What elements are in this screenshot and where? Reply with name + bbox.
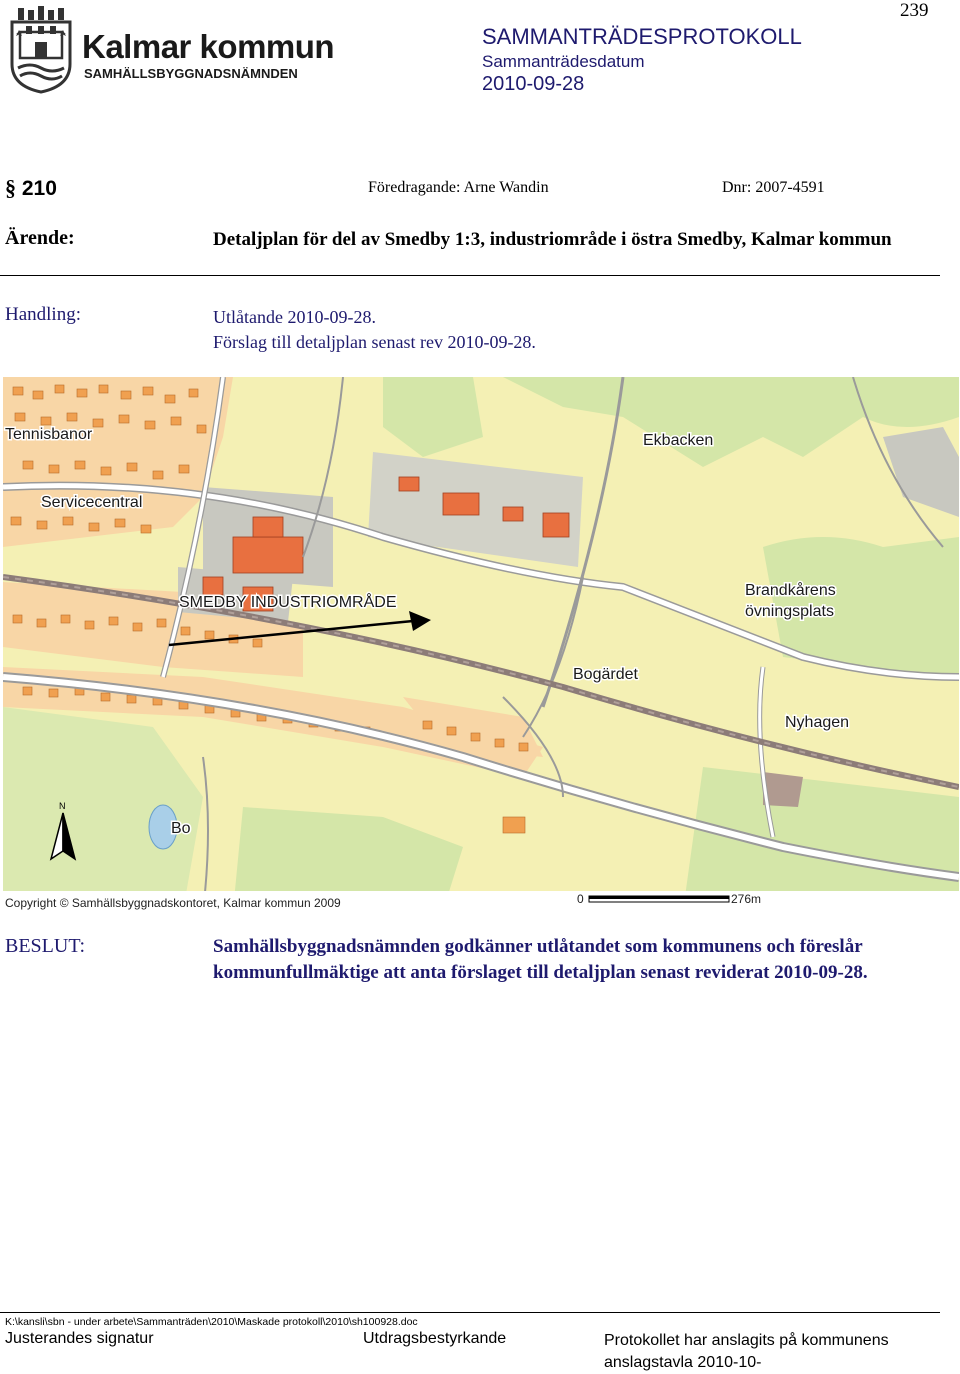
file-path: K:\kansli\sbn - under arbete\Sammanträden\2010\Maskade protokoll\2010\sh100928.doc xyxy=(5,1316,418,1328)
scale-start: 0 xyxy=(577,892,584,906)
map-label-servicecentral: Servicecentral xyxy=(41,494,143,511)
section-heading xyxy=(5,175,57,201)
signature-label: Justerandes signatur xyxy=(5,1330,154,1347)
map-label-ovningsplats: övningsplats xyxy=(745,603,834,620)
map-background xyxy=(3,377,959,911)
section-symbol: § xyxy=(5,175,16,200)
map-label-brandkarens: Brandkårens xyxy=(745,582,836,599)
handling-line: Utlåtande 2010-09-28. xyxy=(213,307,376,327)
section-number: 210 xyxy=(21,177,57,200)
handling-documents xyxy=(213,305,536,355)
meeting-date-label: Sammanträdesdatum xyxy=(482,52,645,71)
area-map xyxy=(3,377,959,911)
document-type: SAMMANTRÄDESPROTOKOLL xyxy=(482,24,802,49)
posted-line: Protokollet har anslagits på kommunens xyxy=(604,1332,889,1349)
presenter: Föredragande: Arne Wandin xyxy=(368,179,549,196)
divider xyxy=(0,275,940,276)
map-copyright: Copyright © Samhällsbyggnadskontoret, Kalmar kommun 2009 xyxy=(5,896,341,910)
map-label-tennisbanor: Tennisbanor xyxy=(5,426,93,443)
map-footer xyxy=(3,891,959,911)
map-label-industriomrade: SMEDBY INDUSTRIOMRÅDE xyxy=(179,594,397,611)
page-number: 239 xyxy=(900,0,929,21)
handling-label: Handling: xyxy=(5,304,81,325)
map-label-ekbacken: Ekbacken xyxy=(643,432,714,449)
arende-title: Detaljplan för del av Smedby 1:3, industriområde i östra Smedby, Kalmar kommun xyxy=(213,229,892,250)
posted-notice xyxy=(604,1330,889,1374)
posted-line: anslagstavla 2010-10- xyxy=(604,1354,762,1371)
meeting-date-value: 2010-09-28 xyxy=(482,73,585,95)
footer-divider xyxy=(0,1312,940,1313)
kalmar-coat-of-arms-logo xyxy=(8,6,74,94)
organization-department: SAMHÄLLSBYGGNADSNÄMNDEN xyxy=(84,66,298,81)
arende-label: Ärende: xyxy=(5,227,75,249)
north-label: N xyxy=(59,801,66,811)
map-label-bogardet: Bogärdet xyxy=(573,666,638,683)
scale-end: 276m xyxy=(731,892,762,906)
map-label-bo: Bo xyxy=(171,820,191,837)
beslut-label: BESLUT: xyxy=(5,935,86,957)
diary-number: Dnr: 2007-4591 xyxy=(722,179,825,196)
beslut-text: Samhällsbyggnadsnämnden godkänner utlåtandet som kommunens och föreslår kommunfullmäktige att anta förslaget till detaljplan senast reviderat 2010-09-28. xyxy=(213,936,868,983)
handling-line: Förslag till detaljplan senast rev 2010-09-28. xyxy=(213,332,536,352)
organization-name: Kalmar kommun xyxy=(82,28,335,65)
scale-bar-fill xyxy=(589,896,729,899)
extract-label: Utdragsbestyrkande xyxy=(363,1330,507,1347)
map-label-nyhagen: Nyhagen xyxy=(785,714,850,731)
